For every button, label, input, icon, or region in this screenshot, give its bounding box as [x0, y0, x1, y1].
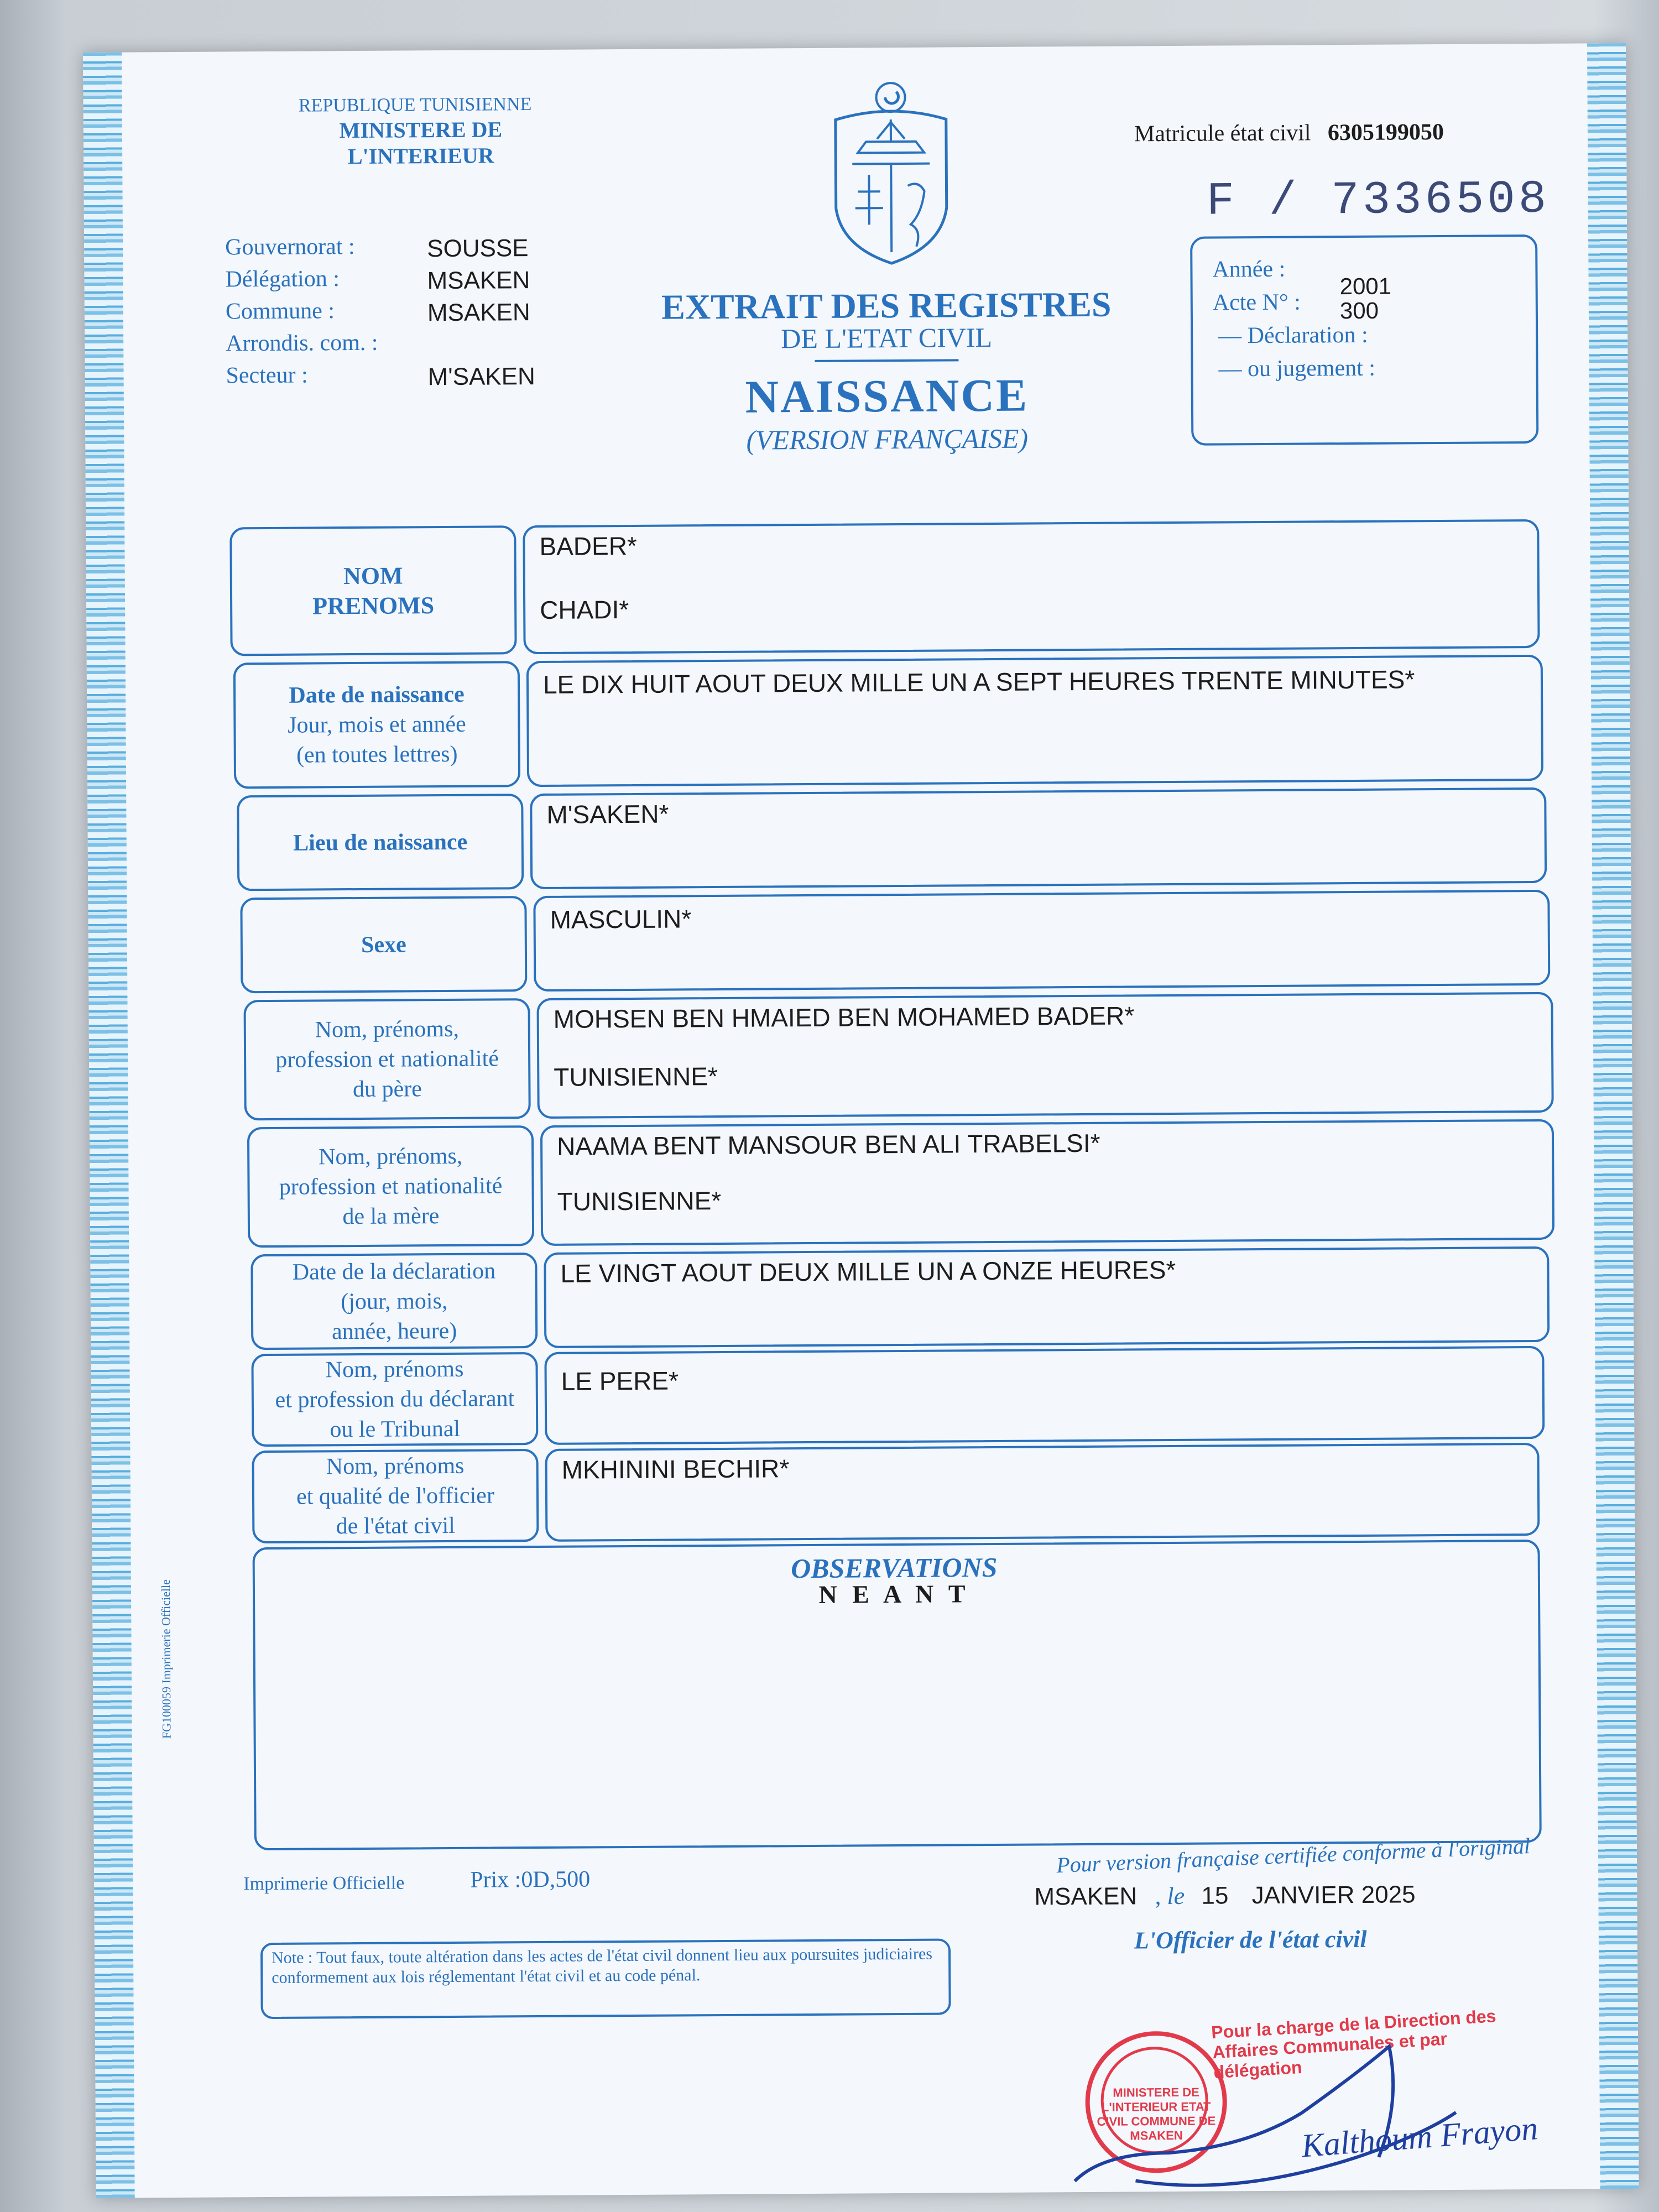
nom-prenoms-label: NOM PRENOMS	[312, 561, 435, 619]
observations-value: N E A N T	[818, 1579, 970, 1609]
imprimerie-label: Imprimerie Officielle	[243, 1872, 405, 1895]
declarant-label: Nom, prénoms et profession du déclarant ou le Tribunal	[275, 1356, 515, 1443]
jugement-label: — ou jugement :	[1218, 355, 1376, 382]
annee-label: Année :	[1212, 256, 1286, 283]
officier-title: L'Officier de l'état civil	[1134, 1925, 1367, 1954]
declaration-date-label: Date de la déclaration (jour, mois, année, heure)	[292, 1258, 496, 1344]
serial-number: F / 7336508	[1206, 173, 1550, 228]
left-guilloche-border	[83, 53, 135, 2198]
right-guilloche-border	[1587, 43, 1639, 2189]
arrondis-label: Arrondis. com. :	[226, 330, 378, 357]
gouvernorat-value: SOUSSE	[427, 234, 529, 263]
nom-prenoms-value-box	[523, 519, 1540, 654]
sexe-label: Sexe	[361, 931, 406, 958]
lieu-value-box	[530, 787, 1547, 889]
matricule-label: Matricule état civil 6305199050	[1134, 119, 1444, 147]
title-line-2: DE L'ETAT CIVIL	[781, 321, 993, 354]
mere-nom-value: NAAMA BENT MANSOUR BEN ALI TRABELSI*	[556, 1128, 1100, 1161]
stamp-circle-text: MINISTERE DE L'INTERIEUR ETAT CIVIL COMMUNE DE MSAKEN	[1097, 2085, 1216, 2143]
gouvernorat-label: Gouvernorat :	[225, 234, 355, 260]
admin-values	[427, 232, 535, 393]
ministry-label: MINISTERE DE L'INTERIEUR	[339, 117, 503, 169]
matricule-value: 6305199050	[1327, 119, 1444, 146]
lieu-value: M'SAKEN*	[546, 799, 669, 829]
secteur-value: M'SAKEN	[427, 363, 535, 391]
nom-value: BADER*	[539, 531, 638, 561]
stamp-text: Pour la charge de la Direction des Affaires Communales et par délégation	[1211, 2006, 1497, 2083]
prix-label: Prix :0D,500	[470, 1866, 591, 1893]
officier-value: MKHININI BECHIR*	[561, 1454, 790, 1484]
declaration-label: — Déclaration :	[1218, 322, 1368, 349]
title-main: NAISSANCE	[745, 369, 1029, 423]
certification-text: Pour version française certifiée conforme à l'original	[1056, 1833, 1531, 1878]
observations-label: OBSERVATIONS	[790, 1551, 998, 1584]
declarant-value-box	[544, 1346, 1545, 1445]
delegation-value: MSAKEN	[427, 267, 530, 295]
side-imprint: FG100059 Imprimerie Officielle	[158, 1579, 174, 1739]
delegation-label: Délégation :	[225, 266, 340, 293]
mere-label: Nom, prénoms, profession et nationalité de la mère	[279, 1143, 503, 1230]
document-title	[610, 284, 1164, 457]
pere-nationalite-value: TUNISIENNE*	[554, 1062, 718, 1092]
prenoms-value: CHADI*	[540, 594, 629, 624]
handwritten-signature	[1068, 2012, 1523, 2198]
mere-nationalite-value: TUNISIENNE*	[557, 1186, 722, 1216]
commune-value: MSAKEN	[427, 299, 530, 327]
footer-place: MSAKEN , le 15 JANVIER 2025	[1034, 1881, 1416, 1911]
birth-certificate-sheet	[83, 43, 1639, 2198]
declarant-value: LE PERE*	[561, 1366, 679, 1396]
date-naissance-label: Date de naissance Jour, mois et année (en toutes lettres)	[288, 681, 466, 768]
acte-values	[1339, 274, 1391, 324]
legal-note: Note : Tout faux, toute altération dans les actes de l'état civil donnent lieu aux poursuites judiciaires conformement aux lois réglementant l'état civil et au code pénal.	[271, 1944, 933, 1987]
pere-label: Nom, prénoms, profession et nationalité du père	[275, 1016, 499, 1103]
acte-value: 300	[1339, 297, 1379, 324]
footer-day: 15	[1201, 1882, 1229, 1910]
commune-label: Commune :	[225, 298, 335, 325]
officier-label: Nom, prénoms et qualité de l'officier de l'état civil	[296, 1453, 495, 1540]
title-line-1: EXTRAIT DES REGISTRES	[661, 284, 1112, 327]
republic-label: REPUBLIQUE TUNISIENNE	[298, 94, 532, 116]
declaration-date-value: LE VINGT AOUT DEUX MILLE UN A ONZE HEURES*	[560, 1255, 1176, 1288]
annee-value: 2001	[1339, 273, 1392, 300]
secteur-label: Secteur :	[226, 362, 308, 389]
sexe-value: MASCULIN*	[550, 904, 692, 934]
date-naissance-value: LE DIX HUIT AOUT DEUX MILLE UN A SEPT HEURES TRENTE MINUTES*	[542, 665, 1415, 699]
lieu-label: Lieu de naissance	[293, 829, 468, 856]
admin-labels	[225, 231, 378, 392]
coat-of-arms-emblem	[824, 80, 958, 269]
footer-month-year: JANVIER 2025	[1251, 1881, 1416, 1910]
title-version: (VERSION FRANÇAISE)	[746, 422, 1029, 456]
pere-nom-value: MOHSEN BEN HMAIED BEN MOHAMED BADER*	[553, 1001, 1135, 1034]
signature-name: Kalthoum Frayon	[1300, 2110, 1540, 2164]
acte-label: Acte N° :	[1212, 289, 1301, 316]
